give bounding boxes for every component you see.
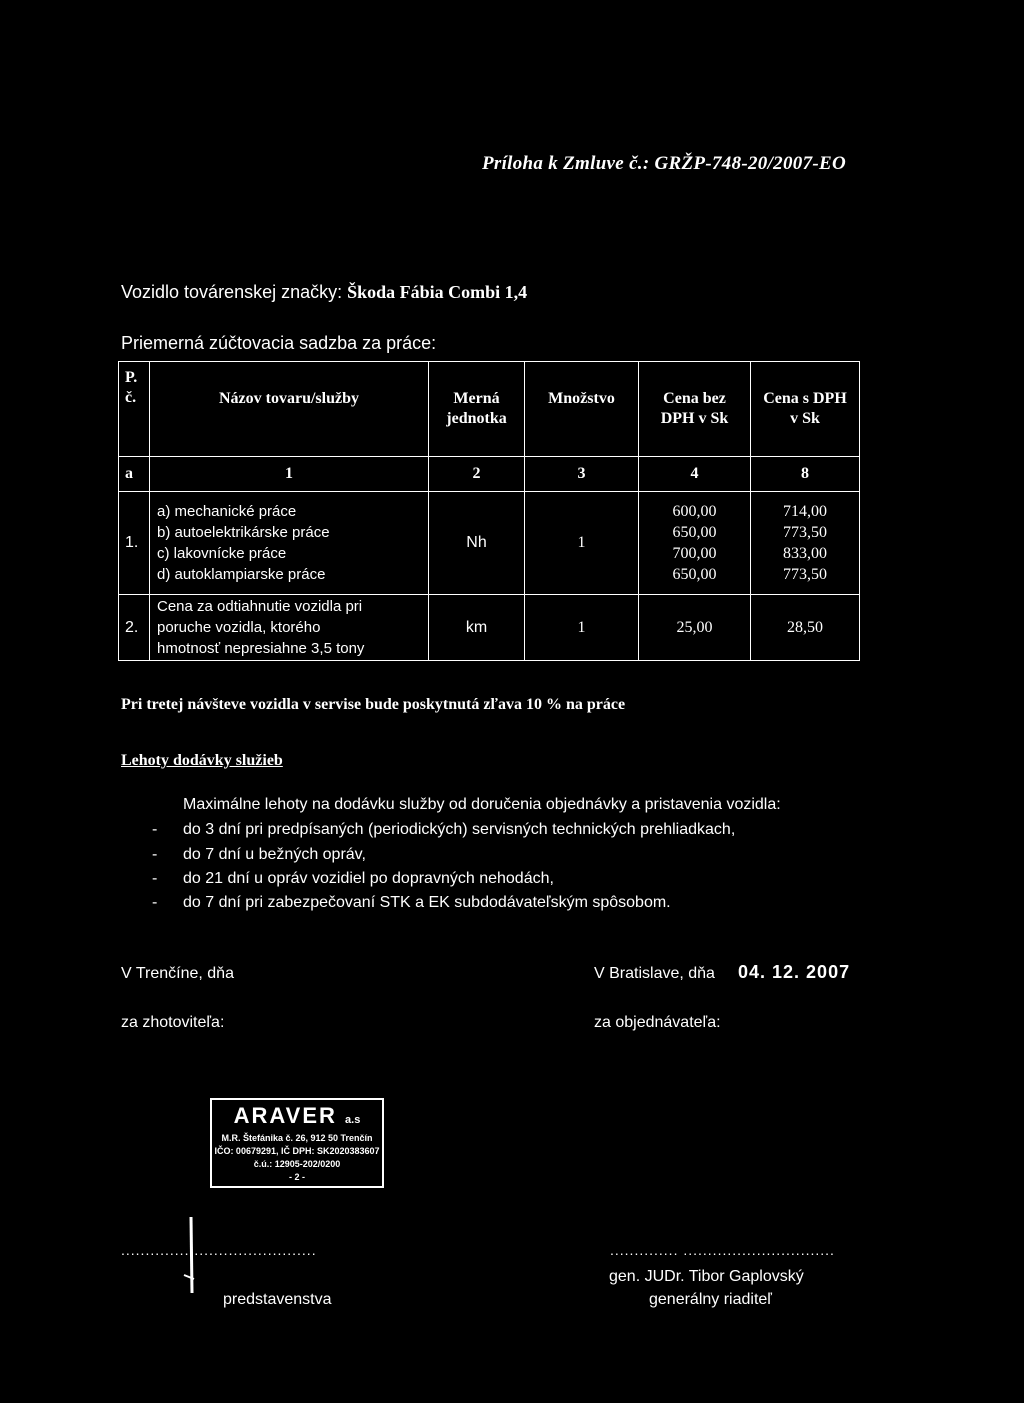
- row-unit: km: [429, 595, 525, 661]
- header-name: Názov tovaru/služby: [150, 362, 429, 457]
- left-signature-line: ........................................: [121, 1242, 317, 1258]
- header-price-excl: Cena bez DPH v Sk: [639, 362, 751, 457]
- right-party: za objednávateľa:: [594, 1014, 721, 1031]
- delivery-bullet: -: [152, 846, 158, 863]
- row-price-excl: 600,00 650,00 700,00 650,00: [639, 492, 751, 595]
- stamp-ids: IČO: 00679291, IČ DPH: SK2020383607: [214, 1146, 380, 1156]
- delivery-item: do 21 dní u opráv vozidiel po dopravných nehodách,: [183, 870, 554, 887]
- header-qty: Množstvo: [525, 362, 639, 457]
- right-date: 04. 12. 2007: [738, 962, 851, 982]
- company-stamp: ARAVER a.s M.R. Štefánika č. 26, 912 50 Trenčín IČO: 00679291, IČ DPH: SK2020383607 č.ú.: 12905-202/0200 - 2 -: [210, 1098, 384, 1188]
- header-pc: P. č.: [119, 362, 150, 457]
- document-reference: Príloha k Zmluve č.: GRŽP-748-20/2007-EO: [482, 153, 846, 174]
- header-unit: Merná jednotka: [429, 362, 525, 457]
- vehicle-name: Škoda Fábia Combi 1,4: [347, 282, 528, 302]
- index-cell: 4: [639, 457, 751, 492]
- row-unit: Nh: [429, 492, 525, 595]
- delivery-bullet: -: [152, 894, 158, 911]
- row-number: 2.: [119, 595, 150, 661]
- vehicle-label: Vozidlo továrenskej značky:: [121, 282, 348, 302]
- row-qty: 1: [525, 595, 639, 661]
- table-header-row: [119, 362, 860, 457]
- row-price-incl: 28,50: [751, 595, 860, 661]
- left-place: V Trenčíne, dňa: [121, 965, 234, 982]
- stamp-brand: ARAVER: [233, 1103, 337, 1128]
- row-price-incl: 714,00 773,50 833,00 773,50: [751, 492, 860, 595]
- vehicle-line: [121, 282, 527, 303]
- delivery-item: do 3 dní pri predpísaných (periodických) servisných technických prehliadkach,: [183, 821, 736, 838]
- delivery-heading: Lehoty dodávky služieb: [121, 752, 283, 769]
- index-cell: 8: [751, 457, 860, 492]
- right-name: gen. JUDr. Tibor Gaplovský: [609, 1268, 804, 1285]
- row-qty: 1: [525, 492, 639, 595]
- delivery-item: do 7 dní u bežných opráv,: [183, 846, 366, 863]
- delivery-item: do 7 dní pri zabezpečovaní STK a EK subdodávateľským spôsobom.: [183, 894, 671, 911]
- delivery-bullet: -: [152, 821, 158, 838]
- table-row: [119, 595, 860, 661]
- row-number: 1.: [119, 492, 150, 595]
- header-price-incl: Cena s DPH v Sk: [751, 362, 860, 457]
- right-role: generálny riaditeľ: [649, 1291, 772, 1308]
- table-row: [119, 492, 860, 595]
- rate-label: Priemerná zúčtovacia sadzba za práce:: [121, 333, 437, 353]
- stamp-account: č.ú.: 12905-202/0200: [253, 1159, 341, 1169]
- delivery-bullet: -: [152, 870, 158, 887]
- row-items: a) mechanické práce b) autoelektrikárske práce c) lakovnícke práce d) autoklampiarske práce: [150, 492, 429, 595]
- right-place: V Bratislave, dňa: [594, 965, 715, 982]
- index-cell: 2: [429, 457, 525, 492]
- discount-note: Pri tretej návšteve vozidla v servise bude poskytnutá zľava 10 % na práce: [121, 696, 626, 713]
- stamp-address: M.R. Štefánika č. 26, 912 50 Trenčín: [221, 1133, 373, 1143]
- table-index-row: [119, 457, 860, 492]
- price-table: [118, 361, 860, 661]
- delivery-intro: Maximálne lehoty na dodávku služby od doručenia objednávky a pristavenia vozidla:: [183, 796, 781, 813]
- index-cell: 3: [525, 457, 639, 492]
- index-cell: a: [119, 457, 150, 492]
- row-price-excl: 25,00: [639, 595, 751, 661]
- row-description: Cena za odtiahnutie vozidla pri poruche vozidla, ktorého hmotnosť nepresiahne 3,5 tony: [150, 595, 429, 661]
- left-party: za zhotoviteľa:: [121, 1014, 225, 1031]
- index-cell: 1: [150, 457, 429, 492]
- left-role: predstavenstva: [223, 1291, 332, 1308]
- right-signature-line: .............. ...............................: [610, 1242, 835, 1258]
- stamp-page: - 2 -: [288, 1172, 305, 1182]
